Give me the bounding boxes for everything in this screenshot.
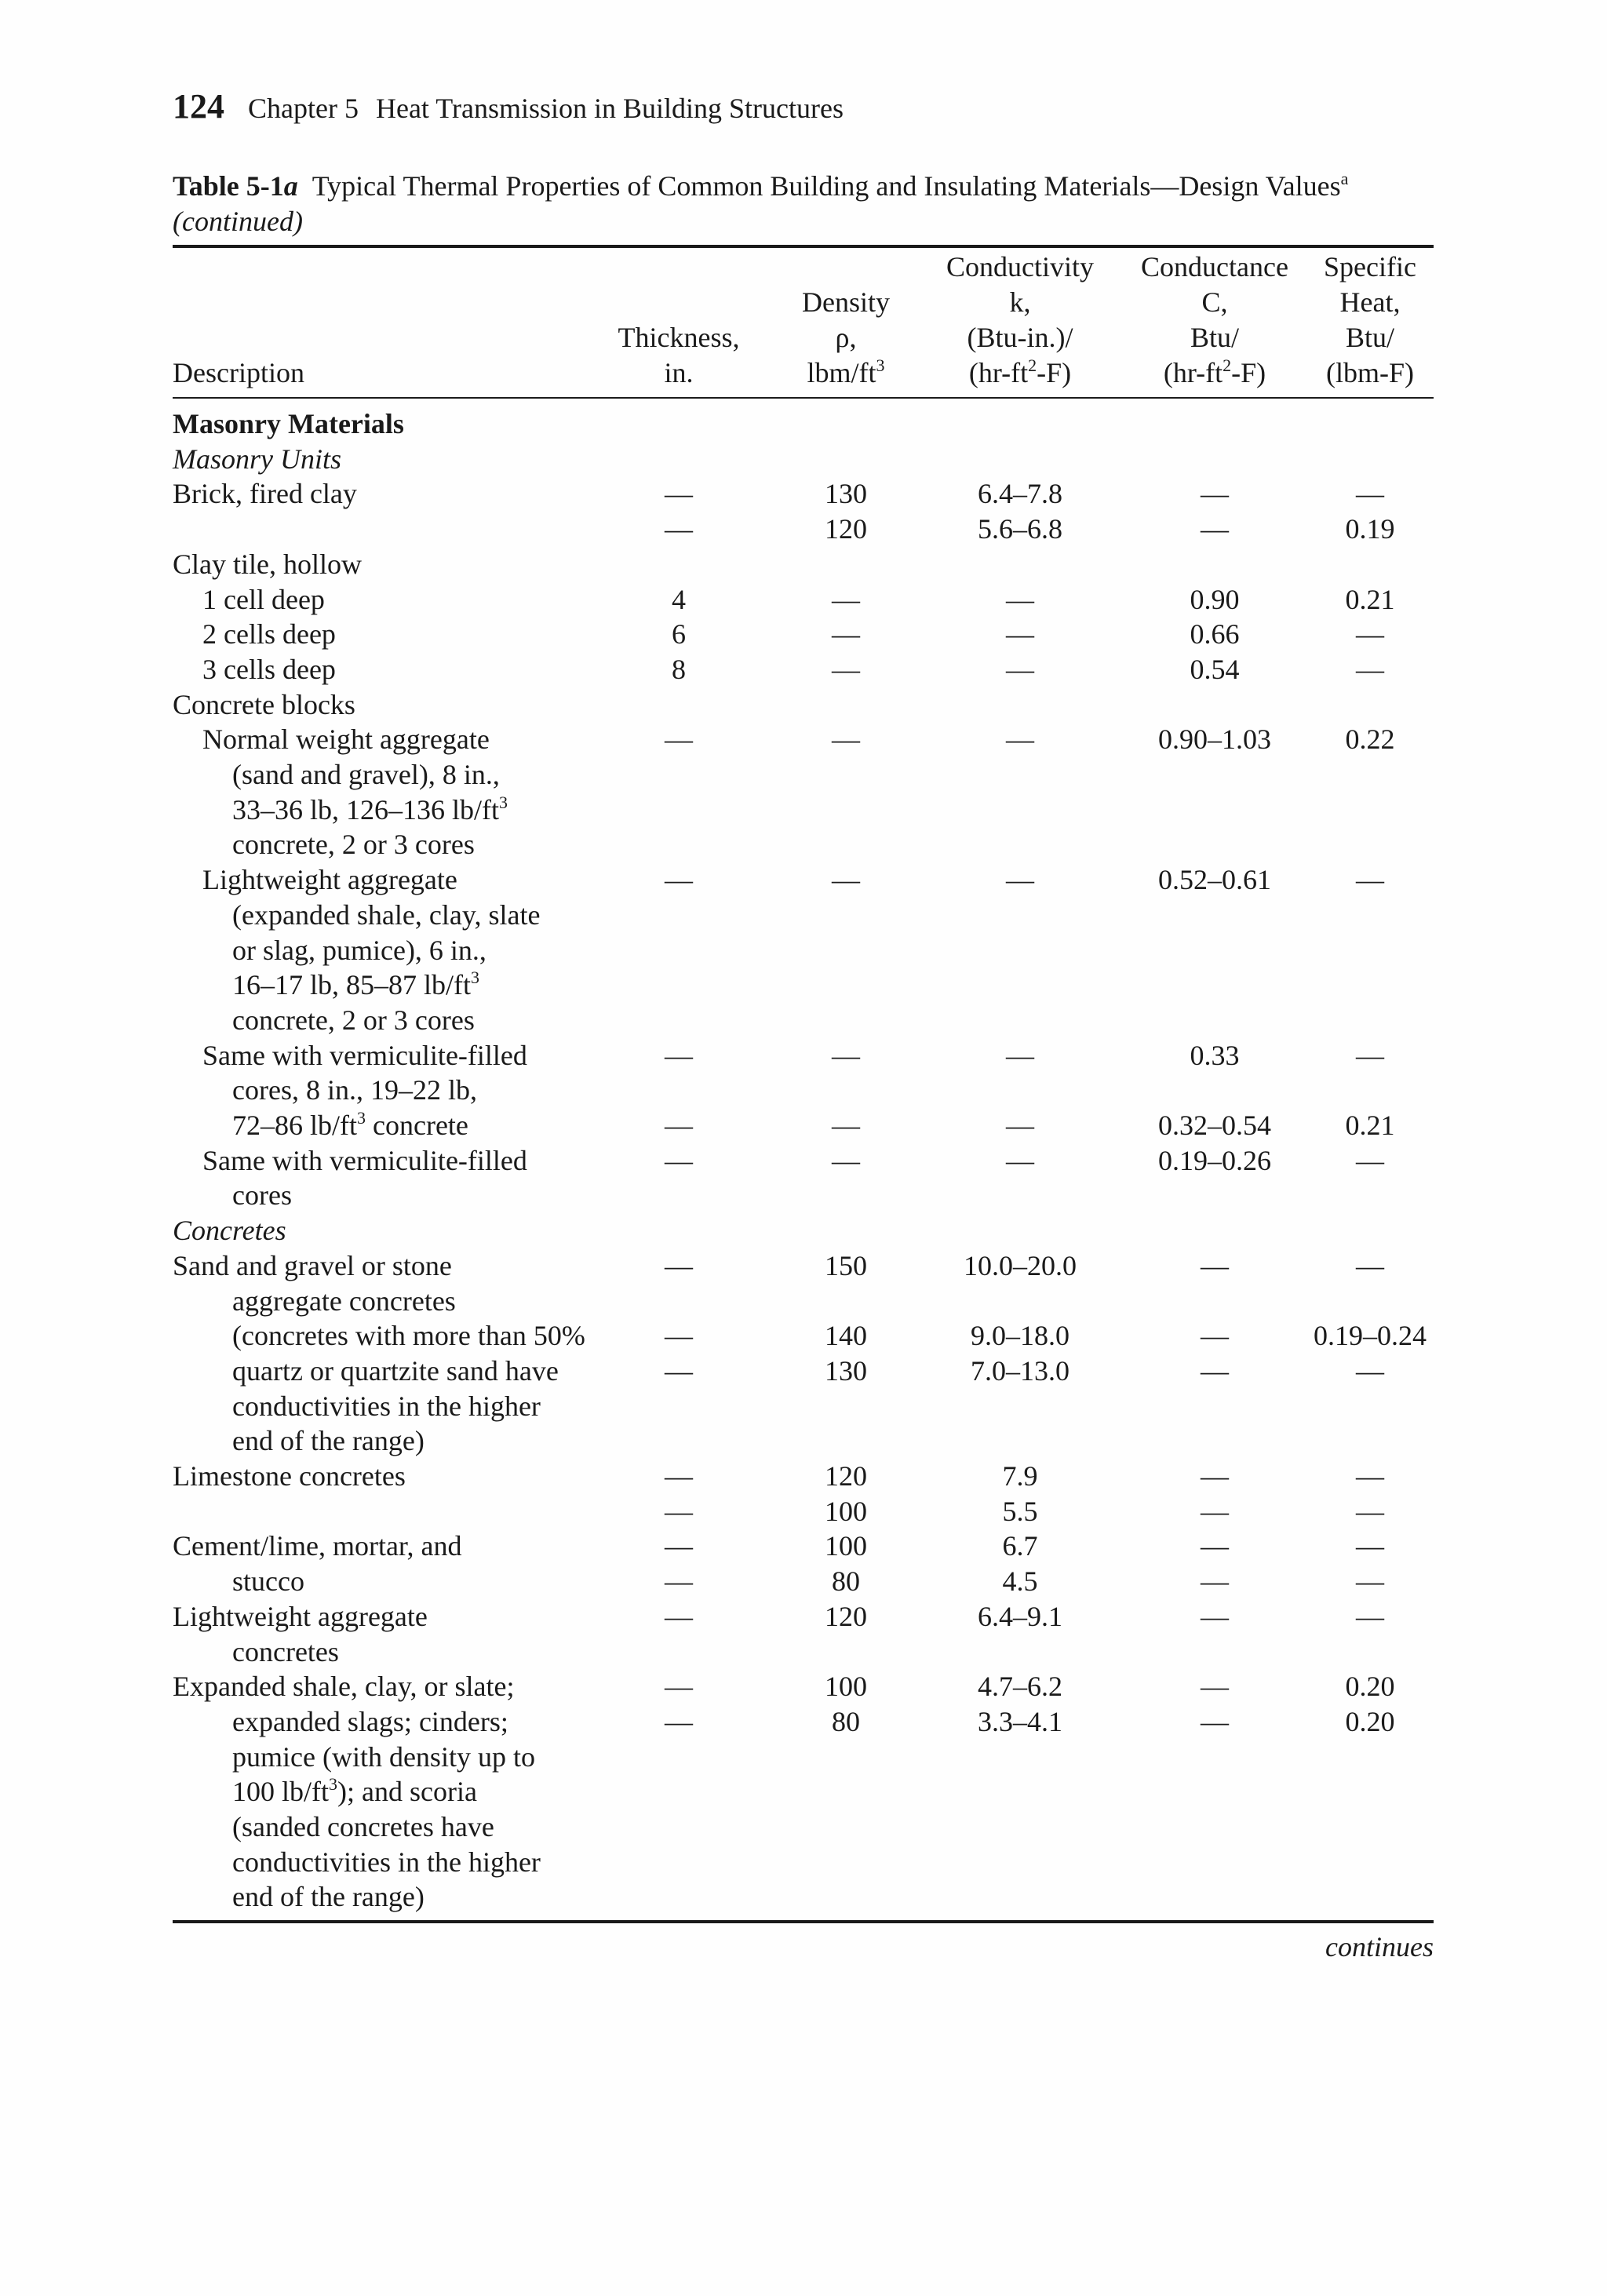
table-row: [0, 793, 1607, 828]
cell-conductance: 0.90: [1190, 583, 1240, 615]
cell-specific-heat: —: [1356, 653, 1384, 685]
table-title: Typical Thermal Properties of Common Building and Insulating Materials—Design Values: [312, 170, 1341, 202]
cell-conductance: —: [1201, 1354, 1229, 1387]
cell-conductivity: 6.7: [1002, 1530, 1038, 1562]
table-top-rule: [173, 245, 1434, 248]
cell-density: 100: [825, 1495, 867, 1527]
row-description: end of the range): [232, 1425, 425, 1457]
row-description: Brick, fired clay: [173, 478, 357, 510]
table-row: [0, 1704, 1607, 1740]
table-row: [0, 512, 1607, 547]
cell-thickness: —: [665, 1671, 693, 1703]
column-header-conductance: Conductance C, Btu/ $(hr-ft^2-F)$: [1141, 251, 1288, 388]
cell-conductance: —: [1201, 1495, 1229, 1527]
cell-thickness: —: [665, 1495, 693, 1527]
cell-conductance: —: [1201, 1460, 1229, 1492]
page-number: 124: [173, 87, 224, 126]
cell-density: 80: [832, 1705, 860, 1737]
row-description: Lightweight aggregate: [202, 864, 457, 896]
cell-specific-heat: —: [1356, 1039, 1384, 1071]
table-row: [0, 1423, 1607, 1459]
cell-density: 120: [825, 513, 867, 545]
row-description: (sanded concretes have: [232, 1811, 494, 1842]
cell-conductivity: —: [1006, 723, 1034, 756]
row-description: Normal weight aggregate: [202, 723, 490, 756]
cell-density: 120: [825, 1600, 867, 1632]
cell-specific-heat: —: [1356, 1354, 1384, 1387]
row-description: Cement/lime, mortar, and: [173, 1530, 462, 1562]
cell-density: —: [832, 583, 860, 615]
cell-specific-heat: —: [1356, 1144, 1384, 1176]
cell-specific-heat: —: [1356, 1249, 1384, 1281]
cell-conductivity: —: [1006, 1039, 1034, 1071]
continues-label: continues: [1325, 1931, 1434, 1963]
cell-density: 130: [825, 1354, 867, 1387]
column-header-conductivity: Conductivity k, (Btu-in.)/ $(hr-ft^2-F)$: [946, 251, 1094, 388]
cell-thickness: —: [665, 513, 693, 545]
table-bottom-rule: [173, 1920, 1434, 1923]
table-row: [0, 582, 1607, 618]
table-row: [0, 547, 1607, 582]
cell-specific-heat: —: [1356, 1460, 1384, 1492]
cell-conductivity: 6.4–7.8: [978, 478, 1062, 510]
cell-conductance: —: [1201, 1249, 1229, 1281]
cell-specific-heat: —: [1356, 864, 1384, 896]
row-description: cores: [232, 1179, 292, 1212]
table-row: [0, 1178, 1607, 1213]
row-description: concrete, 2 or 3 cores: [232, 829, 475, 861]
row-description: expanded slags; cinders;: [232, 1705, 508, 1737]
row-description: Lightweight aggregate: [173, 1600, 428, 1632]
table-row: [0, 1494, 1607, 1529]
cell-specific-heat: —: [1356, 478, 1384, 510]
cell-thickness: —: [665, 1039, 693, 1071]
cell-conductance: 0.19–0.26: [1158, 1144, 1271, 1176]
table-row: [0, 1108, 1607, 1143]
subsection-heading: Masonry Units: [173, 443, 341, 475]
cell-conductivity: 10.0–20.0: [964, 1249, 1077, 1281]
cell-thickness: —: [665, 1705, 693, 1737]
cell-specific-heat: —: [1356, 1565, 1384, 1598]
cell-conductivity: 6.4–9.1: [978, 1600, 1062, 1632]
cell-conductivity: 7.0–13.0: [971, 1354, 1070, 1387]
cell-thickness: 4: [672, 583, 686, 615]
table-row: [0, 1073, 1607, 1108]
cell-conductivity: —: [1006, 1110, 1034, 1141]
cell-thickness: 8: [672, 653, 686, 685]
cell-thickness: —: [665, 723, 693, 756]
table-row: [0, 1318, 1607, 1354]
cell-conductivity: 3.3–4.1: [978, 1705, 1062, 1737]
table-row: [0, 1564, 1607, 1599]
cell-conductivity: 5.6–6.8: [978, 513, 1062, 545]
table-row: [0, 442, 1607, 477]
table-row: [0, 652, 1607, 687]
cell-conductance: 0.32–0.54: [1158, 1110, 1271, 1141]
cell-density: 150: [825, 1249, 867, 1281]
cell-conductivity: —: [1006, 583, 1034, 615]
table-row: [0, 722, 1607, 757]
cell-conductance: —: [1201, 478, 1229, 510]
cell-thickness: —: [665, 1249, 693, 1281]
continued-label: (continued): [173, 206, 303, 237]
cell-density: —: [832, 864, 860, 896]
table-row: [0, 862, 1607, 898]
cell-conductance: 0.52–0.61: [1158, 864, 1271, 896]
row-description: Concrete blocks: [173, 688, 355, 720]
cell-conductance: —: [1201, 1320, 1229, 1352]
cell-specific-heat: 0.21: [1345, 583, 1395, 615]
subsection-heading: Concretes: [173, 1215, 286, 1247]
column-header-description: Description: [173, 357, 304, 388]
cell-conductivity: 7.9: [1002, 1460, 1038, 1492]
table-row: [0, 1809, 1607, 1845]
cell-density: —: [832, 723, 860, 756]
cell-density: 120: [825, 1460, 867, 1492]
cell-specific-heat: 0.21: [1345, 1110, 1395, 1141]
table-row: [0, 687, 1607, 723]
cell-conductance: 0.66: [1190, 618, 1240, 651]
cell-density: 100: [825, 1530, 867, 1562]
row-description: stucco: [232, 1565, 304, 1598]
cell-specific-heat: 0.19: [1345, 513, 1395, 545]
table-row: [0, 1635, 1607, 1670]
cell-conductivity: 4.7–6.2: [978, 1671, 1062, 1703]
row-description: concrete, 2 or 3 cores: [232, 1004, 475, 1036]
column-header-thickness: Thickness, in.: [618, 322, 740, 388]
cell-specific-heat: 0.20: [1345, 1671, 1395, 1703]
cell-specific-heat: 0.19–0.24: [1314, 1320, 1427, 1352]
cell-thickness: —: [665, 1144, 693, 1176]
cell-thickness: —: [665, 1460, 693, 1492]
row-description: 1 cell deep: [202, 583, 325, 615]
row-description: 100 $lb/ft^3$); and scoria: [232, 1774, 477, 1808]
cell-thickness: —: [665, 1565, 693, 1598]
cell-conductance: —: [1201, 1600, 1229, 1632]
column-header-density: Density ρ, lbm/$ft^3$: [802, 286, 890, 388]
row-description: conductivities in the higher: [232, 1390, 541, 1422]
cell-conductance: —: [1201, 513, 1229, 545]
table-number: Table 5-1a: [173, 170, 298, 202]
row-description: (expanded shale, clay, slate: [232, 898, 541, 931]
table-caption: [173, 169, 1444, 239]
row-description: cores, 8 in., 19–22 lb,: [232, 1074, 477, 1106]
row-description: 3 cells deep: [202, 653, 336, 685]
cell-density: —: [832, 1039, 860, 1071]
table-row: [0, 1284, 1607, 1319]
row-description: Same with vermiculite-filled: [202, 1144, 527, 1176]
cell-specific-heat: 0.20: [1345, 1705, 1395, 1737]
table-row: [0, 617, 1607, 652]
cell-specific-heat: 0.22: [1345, 723, 1395, 756]
footnote-marker: a: [1340, 169, 1349, 188]
table-row: [0, 933, 1607, 968]
row-description: 72–86 $lb/ft^3$ concrete: [232, 1108, 468, 1141]
cell-conductivity: —: [1006, 653, 1034, 685]
row-description: 33–36 lb, 126–136 $lb/ft^3$: [232, 792, 508, 825]
row-description: (concretes with more than 50%: [232, 1320, 585, 1352]
table-row: [0, 898, 1607, 933]
row-description: quartz or quartzite sand have: [232, 1354, 559, 1387]
table-row: [0, 1879, 1607, 1915]
table-row: [0, 1845, 1607, 1880]
row-description: (sand and gravel), 8 in.,: [232, 759, 500, 790]
row-description: Expanded shale, clay, or slate;: [173, 1671, 515, 1703]
cell-conductivity: 9.0–18.0: [971, 1320, 1070, 1352]
section-heading: Masonry Materials: [173, 408, 404, 439]
cell-conductance: —: [1201, 1671, 1229, 1703]
cell-density: —: [832, 653, 860, 685]
table-row: [0, 1248, 1607, 1284]
table-row: [0, 968, 1607, 1003]
row-description: conductivities in the higher: [232, 1846, 541, 1878]
cell-thickness: —: [665, 1110, 693, 1141]
table-row: [0, 1038, 1607, 1073]
table-row: [0, 757, 1607, 793]
table-row: [0, 1774, 1607, 1809]
cell-thickness: —: [665, 1600, 693, 1632]
cell-specific-heat: —: [1356, 618, 1384, 651]
row-description: pumice (with density up to: [232, 1740, 535, 1773]
cell-thickness: —: [665, 864, 693, 896]
cell-density: 100: [825, 1671, 867, 1703]
row-description: 16–17 lb, 85–87 $lb/ft^3$: [232, 968, 479, 1001]
cell-specific-heat: —: [1356, 1530, 1384, 1562]
cell-specific-heat: —: [1356, 1600, 1384, 1632]
table-row: [0, 1213, 1607, 1248]
cell-conductivity: —: [1006, 1144, 1034, 1176]
row-description: or slag, pumice), 6 in.,: [232, 934, 486, 966]
table-row: [0, 827, 1607, 862]
chapter-label: Chapter 5: [248, 93, 359, 124]
row-description: Same with vermiculite-filled: [202, 1039, 527, 1071]
table-row: [0, 1003, 1607, 1038]
row-description: aggregate concretes: [232, 1285, 456, 1317]
cell-thickness: —: [665, 1530, 693, 1562]
table-row: [0, 1599, 1607, 1635]
cell-density: 130: [825, 478, 867, 510]
cell-conductance: 0.33: [1190, 1039, 1240, 1071]
table-row: [0, 1389, 1607, 1424]
cell-conductance: —: [1201, 1565, 1229, 1598]
cell-thickness: —: [665, 1320, 693, 1352]
table-row: [0, 1354, 1607, 1389]
cell-density: 80: [832, 1565, 860, 1598]
cell-conductance: —: [1201, 1705, 1229, 1737]
cell-thickness: —: [665, 478, 693, 510]
table-row: [0, 1669, 1607, 1704]
row-description: 2 cells deep: [202, 618, 336, 651]
cell-conductivity: 5.5: [1002, 1495, 1038, 1527]
cell-conductivity: —: [1006, 618, 1034, 651]
cell-conductance: —: [1201, 1530, 1229, 1562]
table-row: [0, 1529, 1607, 1564]
row-description: Sand and gravel or stone: [173, 1249, 452, 1281]
cell-conductivity: —: [1006, 864, 1034, 896]
row-description: Clay tile, hollow: [173, 548, 362, 580]
running-header: [173, 86, 844, 126]
row-description: concretes: [232, 1635, 339, 1667]
column-header-specific-heat: Specific Heat, Btu/ (lbm-F): [1324, 251, 1416, 388]
table-header-rule: [173, 397, 1434, 399]
table-row: [0, 476, 1607, 512]
cell-thickness: —: [665, 1354, 693, 1387]
cell-thickness: 6: [672, 618, 686, 651]
row-description: end of the range): [232, 1881, 425, 1913]
table-row: [0, 1740, 1607, 1775]
cell-conductance: 0.90–1.03: [1158, 723, 1271, 756]
chapter-title: Heat Transmission in Building Structures: [375, 93, 844, 124]
row-description: Limestone concretes: [173, 1460, 406, 1492]
cell-conductance: 0.54: [1190, 653, 1240, 685]
cell-density: 140: [825, 1320, 867, 1352]
table-row: [0, 406, 1607, 442]
cell-specific-heat: —: [1356, 1495, 1384, 1527]
table-row: [0, 1459, 1607, 1494]
cell-density: —: [832, 1110, 860, 1141]
cell-conductivity: 4.5: [1002, 1565, 1038, 1598]
table-row: [0, 1143, 1607, 1179]
cell-density: —: [832, 1144, 860, 1176]
cell-density: —: [832, 618, 860, 651]
